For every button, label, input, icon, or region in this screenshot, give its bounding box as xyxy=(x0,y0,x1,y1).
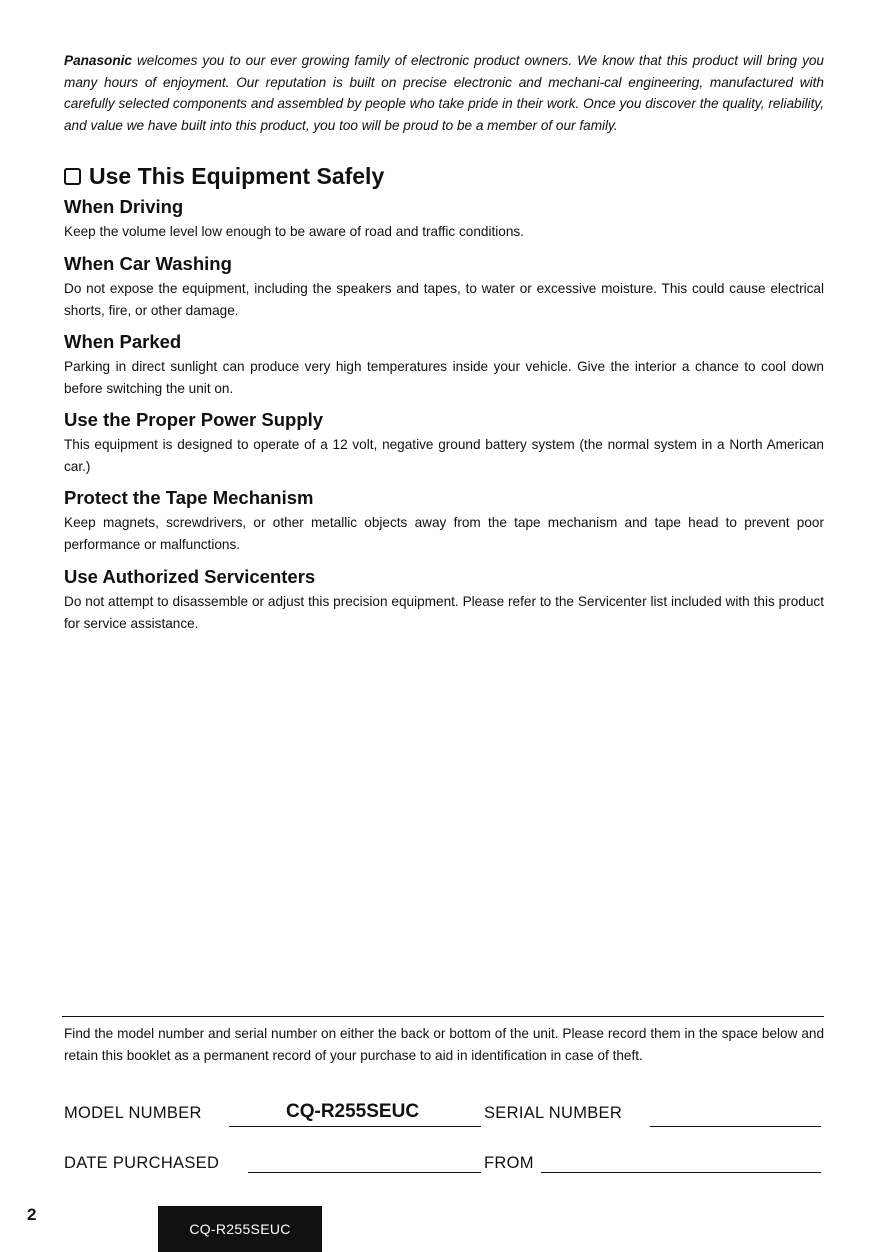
model-number-value: CQ-R255SEUC xyxy=(286,1101,420,1122)
safety-heading xyxy=(64,163,384,190)
page-number: 2 xyxy=(27,1205,37,1224)
intro-text: welcomes you to our ever growing family of electronic product owners. We know that this product will bring you many hours of enjoyment. Our reputation is built on precise electronic and mechani-cal engineering, manufactured with carefully selected components and assembled by people who take pride in their work. Once you discover the quality, reliability, and value we have built into this product, you too will be proud to be a member of our family. xyxy=(64,53,824,133)
model-number-line xyxy=(229,1126,481,1127)
section-tape-mechanism xyxy=(64,487,824,555)
from-label: FROM xyxy=(484,1154,534,1172)
from-line[interactable] xyxy=(541,1172,821,1173)
footer-model-tab xyxy=(158,1206,322,1252)
record-note: Find the model number and serial number on either the back or bottom of the unit. Please record them in the space below and retain this booklet as a permanent record of your purchase to aid in identification in case of theft. xyxy=(64,1026,824,1063)
model-number-label: MODEL NUMBER xyxy=(64,1104,202,1122)
section-title: When Driving xyxy=(64,196,184,217)
date-purchased-line[interactable] xyxy=(248,1172,481,1173)
checkbox-icon xyxy=(64,168,81,185)
footer-model-text: CQ-R255SEUC xyxy=(189,1221,291,1237)
section-body: Keep the volume level low enough to be aware of road and traffic conditions. xyxy=(64,224,524,239)
section-when-driving xyxy=(64,196,824,243)
section-body: Do not attempt to disassemble or adjust this precision equipment. Please refer to the Servicenter list included with this product for service assistance. xyxy=(64,594,824,631)
section-title: When Parked xyxy=(64,331,182,352)
section-title: Protect the Tape Mechanism xyxy=(64,487,314,508)
section-when-parked xyxy=(64,331,824,399)
date-purchased-label: DATE PURCHASED xyxy=(64,1154,220,1172)
brand-name: Panasonic xyxy=(64,53,132,68)
section-title: Use the Proper Power Supply xyxy=(64,409,324,430)
section-body: Keep magnets, screwdrivers, or other metallic objects away from the tape mechanism and tape head to prevent poor performance or malfunctions. xyxy=(64,515,824,552)
section-body: Do not expose the equipment, including the speakers and tapes, to water or excessive moisture. This could cause electrical shorts, fire, or other damage. xyxy=(64,281,824,318)
serial-number-label: SERIAL NUMBER xyxy=(484,1104,623,1122)
serial-number-line[interactable] xyxy=(650,1126,821,1127)
section-title: When Car Washing xyxy=(64,253,232,274)
section-title: Use Authorized Servicenters xyxy=(64,566,316,587)
section-power-supply xyxy=(64,409,824,477)
section-body: This equipment is designed to operate of a 12 volt, negative ground battery system (the normal system in a North American car.) xyxy=(64,437,824,474)
section-servicenters xyxy=(64,566,824,634)
section-when-car-washing xyxy=(64,253,824,321)
section-body: Parking in direct sunlight can produce very high temperatures inside your vehicle. Give the interior a chance to cool down before switching the unit on. xyxy=(64,359,824,396)
safety-heading-text: Use This Equipment Safely xyxy=(89,163,385,189)
intro-paragraph xyxy=(64,50,824,136)
divider xyxy=(62,1016,824,1017)
